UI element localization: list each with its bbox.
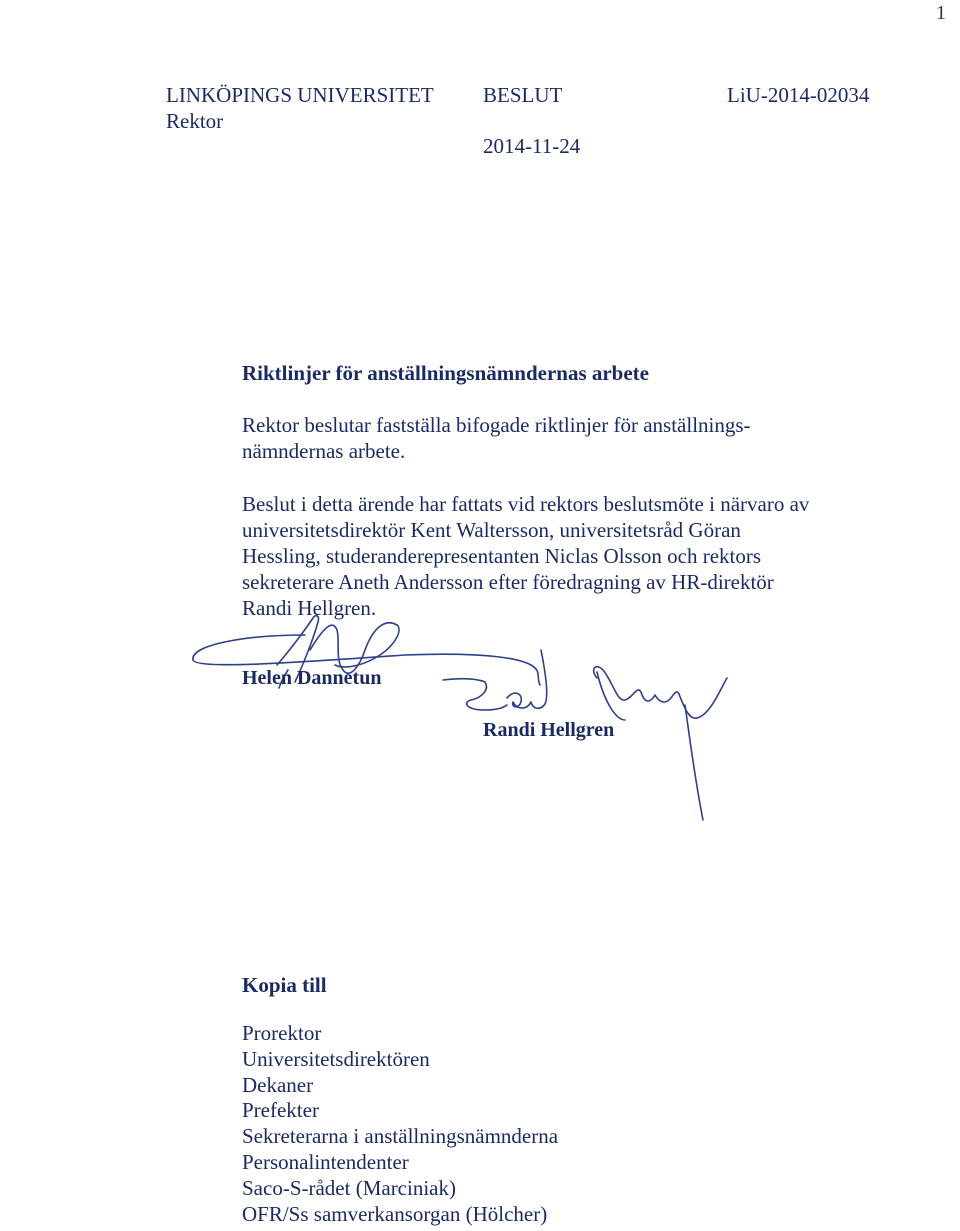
copy-recipient: Sekreterarna i anställningsnämnderna bbox=[242, 1124, 559, 1149]
signature-stroke-3 bbox=[310, 623, 399, 673]
signatory-name: Randi Hellgren bbox=[483, 719, 615, 741]
signature-stroke-10 bbox=[597, 672, 625, 720]
copy-recipient-list bbox=[242, 1021, 558, 1227]
copy-recipient: Saco-S-rådet (Marciniak) bbox=[242, 1175, 456, 1200]
university-name: LINKÖPINGS UNIVERSITET bbox=[166, 83, 434, 107]
signature-stroke-5 bbox=[443, 679, 507, 710]
copy-recipient: Prorektor bbox=[242, 1021, 322, 1045]
copy-recipient: Personalintendenter bbox=[242, 1149, 409, 1174]
copy-recipient: OFR/Ss samverkansorgan (Hölcher) bbox=[242, 1201, 548, 1226]
handwritten-signatures bbox=[185, 610, 745, 840]
reference-number: LiU-2014-02034 bbox=[727, 83, 870, 107]
signatory-name: Helen Dannetun bbox=[242, 667, 382, 689]
copy-recipient: Universitetsdirektören bbox=[242, 1046, 430, 1071]
signature-stroke-9 bbox=[685, 705, 703, 820]
page-number: 1 bbox=[936, 2, 946, 24]
copy-recipient: Dekaner bbox=[242, 1072, 314, 1097]
issuer: Rektor bbox=[166, 109, 224, 133]
decision-title: Riktlinjer för anställningsnämndernas arbete bbox=[242, 361, 649, 385]
decision-paragraph: Rektor beslutar fastställa bifogade riktlinjer för anställnings-nämndernas arbete. bbox=[242, 413, 751, 463]
decision-context-paragraph: Beslut i detta ärende har fattats vid rektors beslutsmöte i närvaro av universitetsdirektör Kent Waltersson, universitetsråd Göran Hessling, studeranderepresentanten Niclas Olsson och rektors sekreterare Aneth Andersson efter föredragning av HR-direktör Randi Hellgren. bbox=[242, 492, 810, 620]
signature-stroke-7 bbox=[594, 667, 679, 702]
document-type: BESLUT bbox=[483, 83, 563, 107]
copy-heading: Kopia till bbox=[242, 973, 327, 997]
document-date: 2014-11-24 bbox=[483, 134, 581, 158]
copy-recipient: Prefekter bbox=[242, 1098, 319, 1123]
